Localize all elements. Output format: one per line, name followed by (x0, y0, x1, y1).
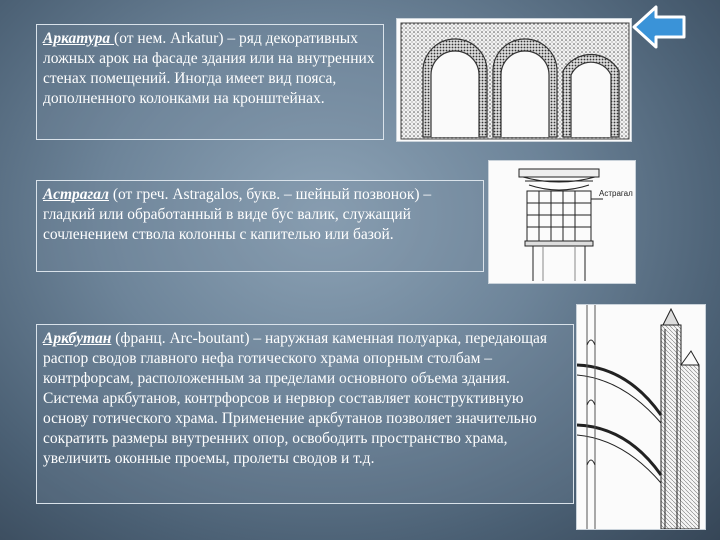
arcature-text: (от нем. Arkatur) – ряд декоративных ложных арок на фасаде здания или на внутренних стенах помещений. Иногда имеет вид пояса, дополненного колонками на кронштейнах. (43, 30, 375, 107)
astragal-figure-label: Астрагал (599, 189, 633, 198)
arcature-illustration (396, 18, 632, 142)
arcature-definition (36, 24, 384, 140)
astragal-illustration (488, 160, 636, 284)
arcboutant-text: (франц. Arc-boutant) – наружная каменная полуарка, передающая распор сводов главного нефа готического храма опорным столбам – контрфорсам, расположенным за пределами основного объема здания. Система аркбутанов, контрфорсов и нервюр составляет конструктивную основу готического храма. Применение аркбутанов позволяет значительно сократить размеры внутренних опор, освободить пространство храма, увеличить оконные проемы, пролеты сводов и т.д. (43, 330, 548, 467)
back-button[interactable] (632, 4, 688, 50)
arcboutant-definition (36, 324, 574, 504)
astragal-definition (36, 180, 484, 272)
astragal-text: (от греч. Astragalos, букв. – шейный позвонок) – гладкий или обработанный в виде бус валик, служащий сочленением ствола колонны с капителью или базой. (43, 186, 432, 243)
astragal-term: Астрагал (43, 186, 109, 203)
back-arrow-icon (632, 4, 688, 50)
arcature-term: Аркатура (43, 30, 115, 47)
arcboutant-illustration (576, 304, 706, 530)
arcboutant-term: Аркбутан (43, 330, 112, 347)
